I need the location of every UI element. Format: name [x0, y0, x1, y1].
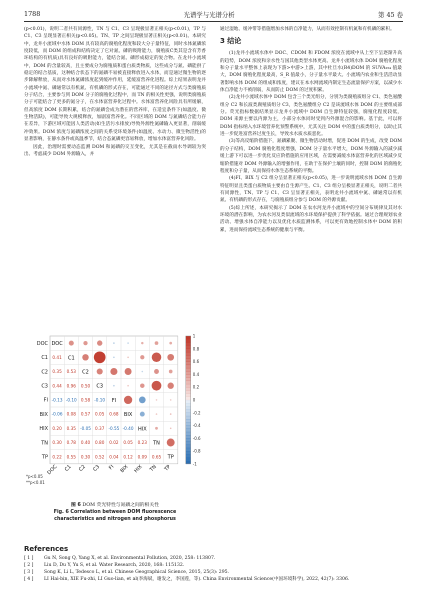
figure-caption-en — [24, 510, 206, 523]
colorbar-tick-label: -0.2 — [192, 410, 201, 416]
colorbar-segment — [186, 445, 191, 448]
correlation-value: 0.35 — [66, 425, 76, 431]
reference-number: [ 4 ] — [24, 577, 34, 583]
body-paragraph: 因此，治理时需要动态监测 DOM 和氮磷的交互变化，尤其是在截雨水导调较为突出、考虑减少 DOM 外源输入，并 — [24, 144, 206, 157]
body-paragraph: 通过湿地、缓冲带等措施增加水体的自净能力，从而有效控制有机氮和有机磷的累积。 — [220, 27, 395, 32]
correlation-circle — [154, 369, 159, 374]
conclusion-2: (2)龙井小流域水体中 DOM 包含三个类光组分，分别为类腐殖质组分 C1、类色氨酸组分 C2 和长波类腐殖质组分 C3，类色氨酸组分 C2 是该流域水体 DOM 的主要组成部分。荧光指标数据结果显示龙井小流域中 DOM 自生源特征较强，腐殖化程度较低，DOM 来源主要以内源为主，小部分水体同时受到内外源混合的影响。基于此，可以将 DOM 指标纳入水环境营养化预警系统中，尤其关注 DOM 中的蛋白质类组分，以助止其进一步促进富营养过度生长，导致水水质水质恶化。 — [220, 95, 402, 138]
colorbar-segment — [186, 422, 191, 425]
correlation-circle — [127, 385, 129, 387]
reference-item — [24, 576, 403, 583]
colorbar-segment — [186, 384, 191, 387]
row-label: C2 — [41, 369, 48, 376]
colorbar-segment — [186, 352, 191, 355]
colorbar-segment — [186, 342, 191, 345]
colorbar-segment — [186, 387, 191, 390]
correlation-value: 0.96 — [66, 383, 76, 389]
column-label: HIX — [133, 463, 144, 475]
colorbar-segment — [186, 403, 191, 406]
correlation-circle — [97, 368, 103, 374]
correlation-circle — [82, 354, 88, 360]
column-label: TP — [163, 463, 173, 473]
colorbar-tick-label: -0.4 — [192, 423, 201, 429]
colorbar-segment — [186, 400, 191, 403]
correlation-value: -0.10 — [65, 397, 77, 403]
right-column — [220, 26, 402, 234]
section-title: 3 结论 — [220, 37, 242, 46]
correlation-value: 0.05 — [123, 440, 133, 446]
reference-item — [24, 569, 403, 576]
page-number: 1788 — [24, 10, 41, 18]
correlation-circle — [113, 357, 115, 359]
correlation-circle — [124, 396, 132, 404]
conclusion-5: (5)综上所述，本研究揭示了 DOM 在农水河龙井小流域中的空间分布规律及其对水环境的潜在影响，为农水河及类似流域的水环境保护提供了科学依据。通过合理规划农业活动、增强水体自净能力以及优化水质监测体系，可以更有效地控制水体中 DOM 的积累，进而保持流域生态系统的健康与平衡。 — [220, 205, 402, 233]
correlation-value: 0.04 — [109, 454, 119, 460]
colorbar-segment — [186, 438, 191, 441]
correlation-value: 0.57 — [80, 411, 91, 417]
colorbar-segment — [186, 448, 191, 451]
reference-text: LI Hai-bin, XIE Fu-zhi, LI Guo-lian, et al(李海斌，谢发之，李国莲，等). China Environmental Science(中国环境科学), 2022, 42(7): 3306. — [44, 577, 350, 583]
references-section — [24, 546, 403, 583]
diagonal-label: HIX — [137, 426, 147, 433]
diagonal-label: TP — [167, 454, 174, 461]
colorbar-tick-label: 0.4 — [192, 371, 200, 377]
correlation-value: 0.52 — [95, 454, 105, 460]
correlation-circle — [168, 383, 174, 389]
colorbar-tick-label: -0.8 — [192, 448, 201, 454]
correlation-circle — [155, 427, 158, 430]
colorbar-segment — [186, 371, 191, 374]
volume-label: 第 45 卷 — [378, 10, 403, 19]
significance-note: **p<0.01 — [26, 479, 45, 485]
correlation-value: 0.80 — [95, 440, 105, 446]
diagonal-label: TN — [153, 440, 160, 447]
column-label: C3 — [92, 463, 102, 473]
colorbar-tick-label: 0 — [192, 397, 196, 403]
colorbar-segment — [186, 358, 191, 361]
correlation-value: -0.13 — [51, 397, 63, 403]
colorbar-tick-label: 0.2 — [192, 384, 200, 390]
colorbar-segment — [186, 362, 191, 365]
caption-label-en: Fig. 6 — [53, 510, 69, 516]
references-title: References — [24, 545, 69, 553]
correlation-circle — [152, 353, 162, 363]
row-label: C3 — [41, 383, 48, 390]
body-paragraph: (p<0.01)，说明二者共有同源性，TN 与 C1、C3 呈现极显著正相关(p<0.01)，TP 与 C1、C3 呈现显著正相关(p<0.05)。TN、TP 之间呈现极显著正相关(p<0.01)。本研究中，龙井小流域中水体 DOM 具有较高的腐殖化程度和较大分子量特征，同时水体氮磷浓度较低，而 DOM 的组成和结构决定了它对氮、磷的吸附能力，腐殖质C类其是含有芳香环结构的有机质)具有良好的吸附能力，能结合氮、磷形成稳定的复合物。在龙井小流域中，DOM 的含量较高，且主要成分为腐殖质和蛋白质类物质，这些成分与氮、磷能供了稳定的结合基质，这种结合状态下的氮磷不易被直接释放进入水体，而是通过微生物的逐步降解释放，从而对水体氮磷浓度起到缓冲作用，延缓富营养化进程。综上结果表明龙井小流域中氮、磷通常以有机氮、有机磷的形式存在，可能通过不同的途径方式与类腐殖质分子结合，主要参与到 DOM 分子的腐殖化过程中，而 TN 的相关性更强，说明类腐殖质分子可能结合了更多的氮分子，在水体富营养化过程中。水体富营养化风险具有所缓解，但高浓度 DOM 长期积累，结合的氮磷会成为潜在的营养库，在适宜条件下(如温度、微生物活跃)，可能导致大规模释放，加剧富营养化。不同区域的 DOM 与氮磷结合能力存在差异，下游区域可能因人类活动(如生活污水排放)导致外源性氮磷输入更显著，削弱缓冲效果。DOM 浓度与氮磷浓度之间的关系受环境条件(如温度、水动力、微生物活性)的显著影响，在静水条件或高温季节，结合态氮磷更容易释放，增加水体富营养化风险。 — [24, 27, 206, 143]
conclusion-3: (3)等高反缩阶措施下，氮磷累聚、微生物活动时增，促进 DOM 的生成，改变 DOM 的分子结构，DOM 腐殖化程度增强，DOM 分子量水平增大，DOM 外源输入的减少减缓上游下可以进一步优化反应阶措施的应用区域，在需要减缓水体富营养化的区域减少反缩阶措施对 DOM 外源输入的增强作用，在助于在保护土壤的同时，控制 DOM 的腐殖化程度和分子量，从而保持水体生态系统的平衡。 — [220, 139, 403, 174]
colorbar-segment — [186, 336, 191, 339]
correlation-circle — [170, 413, 172, 415]
correlation-value: -0.10 — [94, 397, 106, 403]
column-label: C2 — [77, 463, 87, 473]
row-label: HIX — [39, 426, 48, 433]
correlation-value: 0.05 — [95, 411, 105, 417]
correlation-value: -0.40 — [122, 425, 134, 431]
correlation-circle — [127, 357, 129, 359]
correlation-circle — [152, 381, 162, 391]
correlation-matrix — [24, 330, 206, 498]
colorbar-segment — [186, 365, 191, 368]
colorbar-segment — [186, 378, 191, 381]
correlation-value: 0.55 — [66, 454, 76, 460]
reference-item — [24, 562, 403, 569]
colorbar-segment — [186, 451, 191, 454]
colorbar-segment — [186, 429, 191, 432]
colorbar-segment — [186, 346, 191, 349]
correlation-circle — [169, 342, 172, 345]
correlation-circle — [113, 385, 115, 387]
colorbar-segment — [186, 368, 191, 371]
colorbar-segment — [186, 457, 191, 460]
reference-text: Song K, Li L, Tedesco L, et al. Chinese Geographical Science, 2015, 25(3): 295. — [44, 570, 230, 576]
colorbar-segment — [186, 416, 191, 419]
reference-number: [ 2 ] — [24, 563, 34, 569]
colorbar-tick-label: -0.6 — [192, 435, 201, 441]
caption-label-zh: 图 6 — [71, 503, 81, 508]
row-label: TN — [41, 440, 48, 447]
correlation-circle — [141, 342, 143, 344]
significance-note: *p<0.05 — [26, 473, 43, 479]
colorbar-tick-label: 0.8 — [192, 346, 200, 352]
correlation-circle — [170, 399, 172, 401]
correlation-circle — [113, 342, 115, 344]
colorbar-segment — [186, 381, 191, 384]
caption-text-zh: DOM 荧光特性与氮磷之间的相关性 — [82, 503, 159, 508]
colorbar-segment — [186, 435, 191, 438]
correlation-value: 0.37 — [95, 425, 105, 431]
correlation-value: 0.44 — [52, 383, 62, 389]
correlation-value: 0.41 — [52, 354, 62, 360]
figure-6 — [24, 330, 206, 523]
correlation-circle — [169, 370, 173, 374]
correlation-circle — [167, 354, 174, 361]
correlation-circle — [127, 342, 129, 344]
correlation-circle — [167, 439, 175, 447]
row-label: DOC — [36, 340, 48, 347]
reference-number: [ 3 ] — [24, 570, 34, 576]
colorbar-segment — [186, 441, 191, 444]
correlation-circle — [170, 428, 172, 430]
correlation-circle — [142, 371, 144, 373]
left-column — [24, 26, 206, 158]
diagonal-label: BIX — [123, 412, 133, 419]
conclusion-4: (4)FI、BIX 与 C2 组分呈显著正相关(p<0.05)，进一步说明流域水体 DOM 自生源特征明显且类蛋白质物质主要由自生源产生。C1、C3 组分呈极显著正相关，说明二者共有同源性，TN、TP 与 C1、C3 呈显著正相关，表明龙井小流域中氮、磷通常以有机氮、有机磷的形式存在，与腐殖质组分参与 DOM 的外源贡献。 — [220, 176, 402, 204]
row-label: C1 — [41, 355, 48, 362]
correlation-value: 0.30 — [80, 454, 91, 460]
column-label: BIX — [119, 463, 130, 475]
correlation-value: 0.30 — [52, 440, 62, 446]
correlation-value: 0.68 — [109, 411, 119, 417]
row-label: TP — [41, 454, 48, 461]
correlation-value: 0.23 — [137, 440, 147, 446]
colorbar-segment — [186, 397, 191, 400]
correlation-circle — [156, 399, 158, 401]
diagonal-label: C3 — [96, 383, 104, 390]
correlation-circle — [94, 351, 106, 363]
diagonal-label: DOC — [51, 341, 63, 348]
colorbar-segment — [186, 432, 191, 435]
colorbar-segment — [186, 374, 191, 377]
colorbar-segment — [186, 461, 191, 464]
colorbar-tick-label: 1 — [192, 333, 196, 339]
diagonal-label: C1 — [67, 355, 75, 362]
conclusion-1: (1)龙井小流域水体中 DOC、CDOM 和 FDOM 浓度在流域中从上至下呈逐渐升高的趋势，DOM 浓度和亲水性与国其他类型水体更高。龙井小流域水体 DOM 腐殖化程度和分子量水平整体上表现为下游>中游>上游，其中杜旦水(R4)DOM 的 SUVA₂₅₄ 值最大，DOM 腐殖化程度最高，S_R 值最小，分子量水平最大。小流域内农业和生活活动显著影响水体 DOM 的组成和浓度，建议在本水网流域内制定生态流量保护方案，以减少水体自净能力不被削弱，从而防止 DOM 的过度积累。 — [220, 51, 402, 94]
colorbar-segment — [186, 419, 191, 422]
column-label: FI — [107, 463, 116, 472]
correlation-circle — [140, 383, 145, 388]
correlation-value: 0.65 — [151, 454, 162, 460]
reference-item — [24, 555, 403, 562]
correlation-value: 0.20 — [52, 425, 62, 431]
colorbar-segment — [186, 339, 191, 342]
colorbar-segment — [186, 394, 191, 397]
correlation-value: 0.58 — [80, 397, 91, 403]
correlation-circle — [125, 368, 132, 375]
reference-text: Gu N, Song Q, Yang X, et al. Environmental Pollution, 2020, 258: 113807. — [44, 556, 216, 562]
correlation-circle — [97, 340, 102, 345]
colorbar-tick-label: 0.6 — [192, 359, 200, 365]
diagonal-label: FI — [111, 397, 117, 404]
figure-caption-zh — [24, 503, 206, 509]
colorbar-segment — [186, 390, 191, 393]
header-rule — [24, 21, 403, 22]
colorbar-tick-label: -1 — [192, 461, 197, 467]
correlation-circle — [156, 413, 158, 415]
correlation-value: 0.40 — [80, 440, 91, 446]
correlation-value: 0.53 — [66, 369, 76, 375]
correlation-circle — [140, 412, 145, 417]
colorbar-segment — [186, 355, 191, 358]
caption-text-en: Correlation between DOM fluorescence characteristics and nitrogen and phosphorus — [54, 510, 177, 522]
column-label: DOC — [46, 463, 59, 477]
colorbar-segment — [186, 454, 191, 457]
correlation-value: -0.55 — [108, 425, 120, 431]
correlation-circle — [83, 341, 87, 345]
correlation-circle — [110, 368, 117, 375]
colorbar-segment — [186, 413, 191, 416]
correlation-circle — [155, 341, 159, 345]
correlation-value: 0.02 — [109, 440, 119, 446]
correlation-circle — [139, 397, 146, 404]
row-label: FI — [43, 397, 48, 404]
colorbar-segment — [186, 425, 191, 428]
column-label: C1 — [63, 463, 73, 473]
correlation-circle — [69, 341, 74, 346]
colorbar-segment — [186, 409, 191, 412]
row-label: BIX — [39, 411, 48, 418]
reference-text: Liu D, Du Y, Yu S, et al. Water Research, 2020, 168: 115132. — [44, 563, 185, 569]
diagonal-label: C2 — [82, 369, 89, 376]
correlation-value: 0.08 — [66, 411, 76, 417]
correlation-value: 0.50 — [80, 383, 91, 389]
correlation-value: 0.22 — [52, 454, 62, 460]
colorbar-segment — [186, 406, 191, 409]
correlation-value: 0.09 — [137, 454, 147, 460]
journal-name: 光谱学与光谱分析 — [183, 10, 235, 19]
correlation-value: -0.06 — [51, 411, 63, 417]
column-label: TN — [148, 463, 158, 474]
colorbar-segment — [186, 349, 191, 352]
correlation-value: 0.12 — [123, 454, 133, 460]
reference-number: [ 1 ] — [24, 556, 34, 562]
correlation-value: -0.05 — [80, 425, 91, 431]
correlation-circle — [140, 355, 144, 359]
correlation-value: 0.78 — [66, 440, 76, 446]
correlation-value: 0.35 — [52, 369, 62, 375]
